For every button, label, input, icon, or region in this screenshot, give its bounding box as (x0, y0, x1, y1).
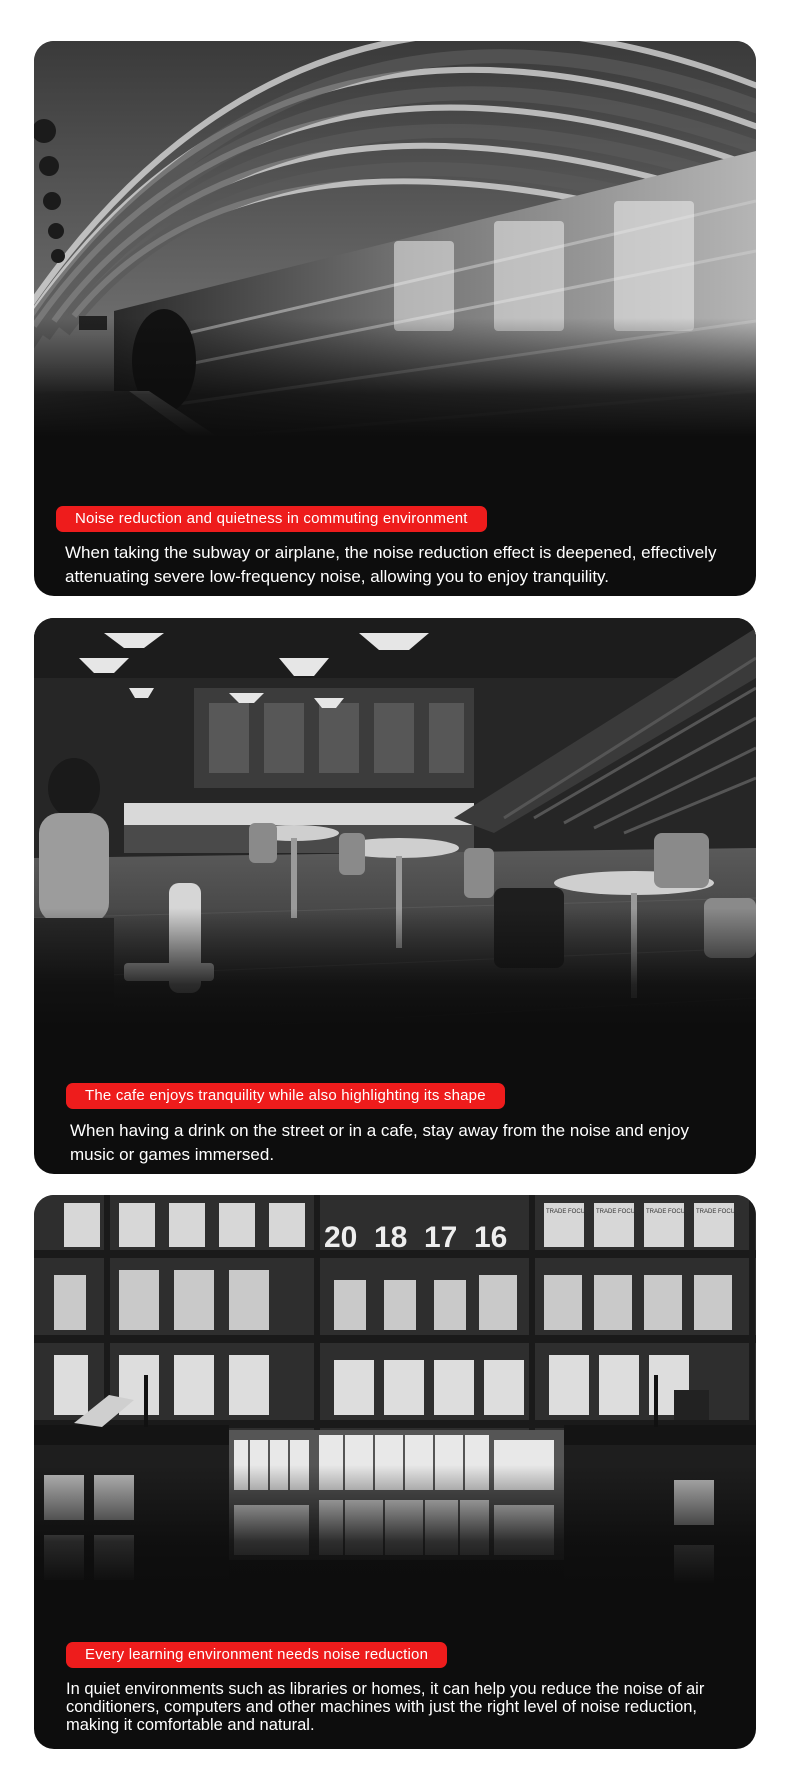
library-bookshelf-photo (34, 1195, 756, 1635)
book-label: TRADE FOCUS (696, 1209, 740, 1215)
book-label: TRADE FOCUS (646, 1209, 690, 1215)
scene-tag: Every learning environment needs noise reduction (66, 1642, 447, 1668)
shelf-number: 16 (474, 1221, 508, 1254)
book-label: TRADE FOCUS (546, 1209, 590, 1215)
shelf-number: 17 (424, 1221, 458, 1254)
cafe-interior-photo (34, 618, 756, 1078)
book-label: TRADE FOCUS (596, 1209, 640, 1215)
scene-tag: Noise reduction and quietness in commuting environment (56, 506, 487, 532)
shelf-number: 18 (374, 1221, 408, 1254)
scene-description: When taking the subway or airplane, the noise reduction effect is deepened, effectively attenuating severe low-frequency noise, allowing you to enjoy tranquility. (65, 543, 717, 586)
scene-tag: The cafe enjoys tranquility while also highlighting its shape (66, 1083, 505, 1109)
cafe-scene-card (34, 618, 756, 1174)
scene-description: In quiet environments such as libraries or homes, it can help you reduce the noise of air conditioners, computers and other machines with just the right level of noise reduction, making it comfortable and natural. (66, 1680, 705, 1734)
scene-description: When having a drink on the street or in a cafe, stay away from the noise and enjoy music or games immersed. (70, 1121, 689, 1164)
commute-scene-card (34, 41, 756, 596)
subway-train-photo (34, 41, 756, 488)
shelf-number: 20 (324, 1221, 358, 1254)
library-scene-card (34, 1195, 756, 1749)
